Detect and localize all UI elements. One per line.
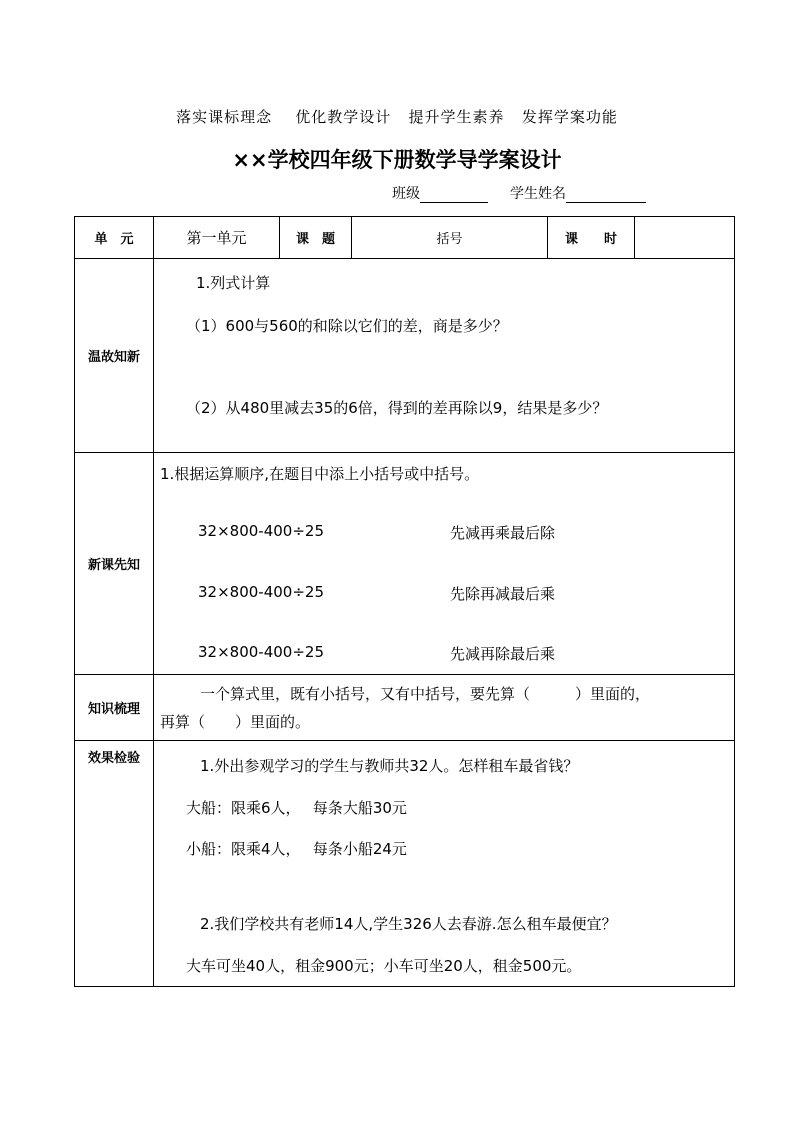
preview-order-3: 先减再除最后乘 <box>450 645 556 663</box>
preview-instruction: 1.根据运算顺序,在题目中添上小括号或中括号。 <box>160 465 480 483</box>
summary-line-1: 一个算式里，既有小括号，又有中括号，要先算（ ）里面的， <box>200 685 651 703</box>
summary-content <box>154 675 735 741</box>
preview-content <box>154 453 735 675</box>
summary-row <box>75 675 735 741</box>
preview-label: 新课先知 <box>75 453 154 675</box>
summary-line-2: 再算（ ）里面的。 <box>160 713 311 731</box>
unit-value: 第一单元 <box>154 217 280 259</box>
class-label: 班级 <box>392 186 420 202</box>
page-title: ××学校四年级下册数学导学案设计 <box>232 148 562 172</box>
check-q1: 1.外出参观学习的学生与教师共32人。怎样租车最省钱？ <box>200 757 579 775</box>
header-row <box>75 217 735 259</box>
review-line-3: （2）从480里减去35的6倍，得到的差再除以9，结果是多少？ <box>186 399 608 417</box>
period-value[interactable] <box>635 217 735 259</box>
class-blank[interactable] <box>420 187 488 203</box>
period-label: 课 时 <box>548 217 635 259</box>
review-line-1: 1.列式计算 <box>196 274 271 292</box>
check-row <box>75 741 735 987</box>
name-blank[interactable] <box>566 187 646 203</box>
student-info-line <box>392 183 646 203</box>
review-label: 温故知新 <box>75 259 154 453</box>
topic-value: 括号 <box>352 217 548 259</box>
review-line-2: （1）600与560的和除以它们的差，商是多少？ <box>186 317 508 335</box>
name-label: 学生姓名 <box>510 186 566 202</box>
check-q2-info: 大车可坐40人，租金900元；小车可坐20人，租金500元。 <box>186 957 582 975</box>
check-q2: 2.我们学校共有老师14人,学生326人去春游.怎么租车最便宜？ <box>200 915 617 933</box>
check-label: 效果检验 <box>75 741 154 987</box>
check-q1-small: 小船：限乘4人， 每条小船24元 <box>186 840 407 858</box>
motto: 落实课标理念 优化教学设计 提升学生素养 发挥学案功能 <box>176 108 618 126</box>
review-row <box>75 259 735 453</box>
preview-expr-3: 32×800-400÷25 <box>198 643 324 661</box>
unit-label: 单 元 <box>75 217 154 259</box>
summary-label: 知识梳理 <box>75 675 154 741</box>
preview-order-2: 先除再减最后乘 <box>450 585 556 603</box>
topic-label: 课 题 <box>280 217 352 259</box>
lesson-table <box>74 216 735 987</box>
preview-order-1: 先减再乘最后除 <box>450 524 556 542</box>
check-q1-big: 大船：限乘6人， 每条大船30元 <box>186 799 407 817</box>
review-content <box>154 259 735 453</box>
preview-expr-2: 32×800-400÷25 <box>198 583 324 601</box>
preview-row <box>75 453 735 675</box>
preview-expr-1: 32×800-400÷25 <box>198 522 324 540</box>
check-content <box>154 741 735 987</box>
